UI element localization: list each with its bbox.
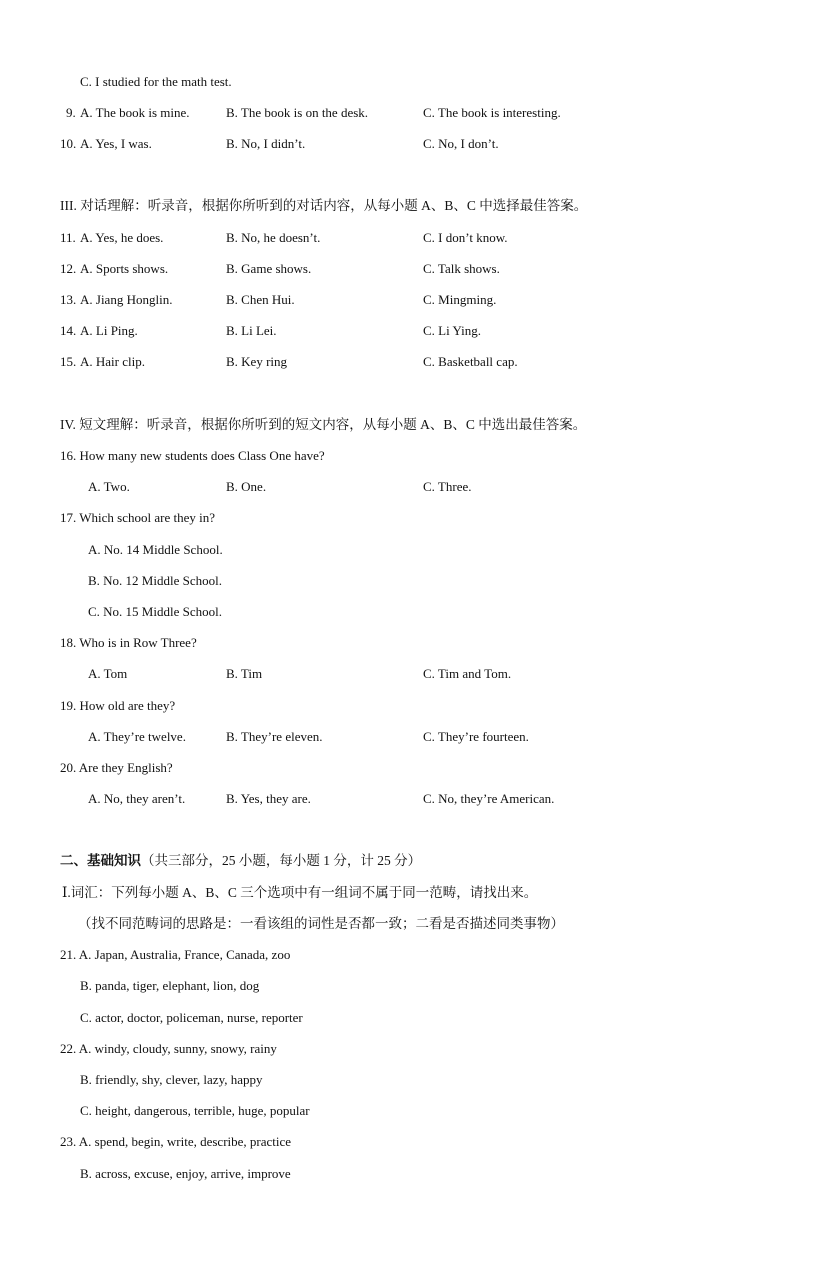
section4-title: IV. 短文理解：听录音，根据你所听到的短文内容，从每小题 A、B、C 中选出最佳答案。 [60, 417, 587, 432]
q17-option-b: B. No. 12 Middle School. [88, 573, 222, 588]
q23-option-a: 23. A. spend, begin, write, describe, practice [60, 1134, 292, 1149]
q13-option-c: C. Mingming. [423, 292, 497, 307]
q15-option-a: A. Hair clip. [80, 354, 145, 369]
q18-stem: 18. Who is in Row Three? [60, 635, 197, 650]
q17-option-c: C. No. 15 Middle School. [88, 604, 222, 619]
q13-option-a: A. Jiang Honglin. [80, 292, 173, 307]
q10-option-b: B. No, I didn’t. [226, 136, 306, 151]
q15-option-c: C. Basketball cap. [423, 354, 518, 369]
q20-option-c: C. No, they’re American. [423, 791, 555, 806]
q9-option-c: C. The book is interesting. [423, 105, 561, 120]
q8-option-c: C. I studied for the math test. [80, 74, 232, 89]
q21-option-a: 21. A. Japan, Australia, France, Canada, zoo [60, 947, 291, 962]
q17-stem: 17. Which school are they in? [60, 510, 215, 525]
q19-stem: 19. How old are they? [60, 698, 176, 713]
section3-title: III. 对话理解：听录音，根据你所听到的对话内容，从每小题 A、B、C 中选择最佳答案。 [60, 198, 588, 213]
vocab-title: Ⅰ.词汇：下列每小题 A、B、C 三个选项中有一组词不属于同一范畴，请找出来。 [62, 885, 538, 900]
q19-option-c: C. They’re fourteen. [423, 729, 529, 744]
q14-option-a: A. Li Ping. [80, 323, 138, 338]
q23-option-b: B. across, excuse, enjoy, arrive, improve [80, 1166, 291, 1181]
q11-option-a: A. Yes, he does. [80, 230, 164, 245]
q16-option-a: A. Two. [88, 479, 130, 494]
vocab-hint: （找不同范畴词的思路是：一看该组的词性是否都一致；二看是否描述同类事物） [78, 916, 564, 931]
q11-option-b: B. No, he doesn’t. [226, 230, 321, 245]
q10-number: 10. [60, 136, 77, 151]
q15-option-b: B. Key ring [226, 354, 288, 369]
q21-option-c: C. actor, doctor, policeman, nurse, reporter [80, 1010, 303, 1025]
q10-option-a: A. Yes, I was. [80, 136, 152, 151]
q12-option-a: A. Sports shows. [80, 261, 169, 276]
part2-title [60, 852, 421, 870]
q11-number: 11. [60, 230, 76, 245]
part2-title-rest: （共三部分，25 小题，每小题 1 分，计 25 分） [141, 853, 422, 868]
q22-option-b: B. friendly, shy, clever, lazy, happy [80, 1072, 263, 1087]
q11-option-c: C. I don’t know. [423, 230, 508, 245]
q9-option-b: B. The book is on the desk. [226, 105, 369, 120]
q10-option-c: C. No, I don’t. [423, 136, 499, 151]
q15-number: 15. [60, 354, 77, 369]
q17-option-a: A. No. 14 Middle School. [88, 542, 223, 557]
q14-number: 14. [60, 323, 77, 338]
q16-option-b: B. One. [226, 479, 267, 494]
q13-number: 13. [60, 292, 77, 307]
q22-option-c: C. height, dangerous, terrible, huge, popular [80, 1103, 310, 1118]
q13-option-b: B. Chen Hui. [226, 292, 295, 307]
q12-option-b: B. Game shows. [226, 261, 312, 276]
q18-option-c: C. Tim and Tom. [423, 666, 512, 681]
q16-stem: 16. How many new students does Class One have? [60, 448, 325, 463]
q18-option-b: B. Tim [226, 666, 263, 681]
q20-option-a: A. No, they aren’t. [88, 791, 186, 806]
q12-number: 12. [60, 261, 77, 276]
q19-option-a: A. They’re twelve. [88, 729, 186, 744]
q19-option-b: B. They’re eleven. [226, 729, 323, 744]
q21-option-b: B. panda, tiger, elephant, lion, dog [80, 978, 260, 993]
q14-option-c: C. Li Ying. [423, 323, 482, 338]
q20-stem: 20. Are they English? [60, 760, 173, 775]
q22-option-a: 22. A. windy, cloudy, sunny, snowy, rainy [60, 1041, 277, 1056]
q14-option-b: B. Li Lei. [226, 323, 277, 338]
q9-number: 9. [66, 105, 76, 120]
q18-option-a: A. Tom [88, 666, 128, 681]
q12-option-c: C. Talk shows. [423, 261, 500, 276]
q16-option-c: C. Three. [423, 479, 472, 494]
part2-title-bold: 二、基础知识 [60, 853, 141, 868]
q9-option-a: A. The book is mine. [80, 105, 190, 120]
q20-option-b: B. Yes, they are. [226, 791, 311, 806]
